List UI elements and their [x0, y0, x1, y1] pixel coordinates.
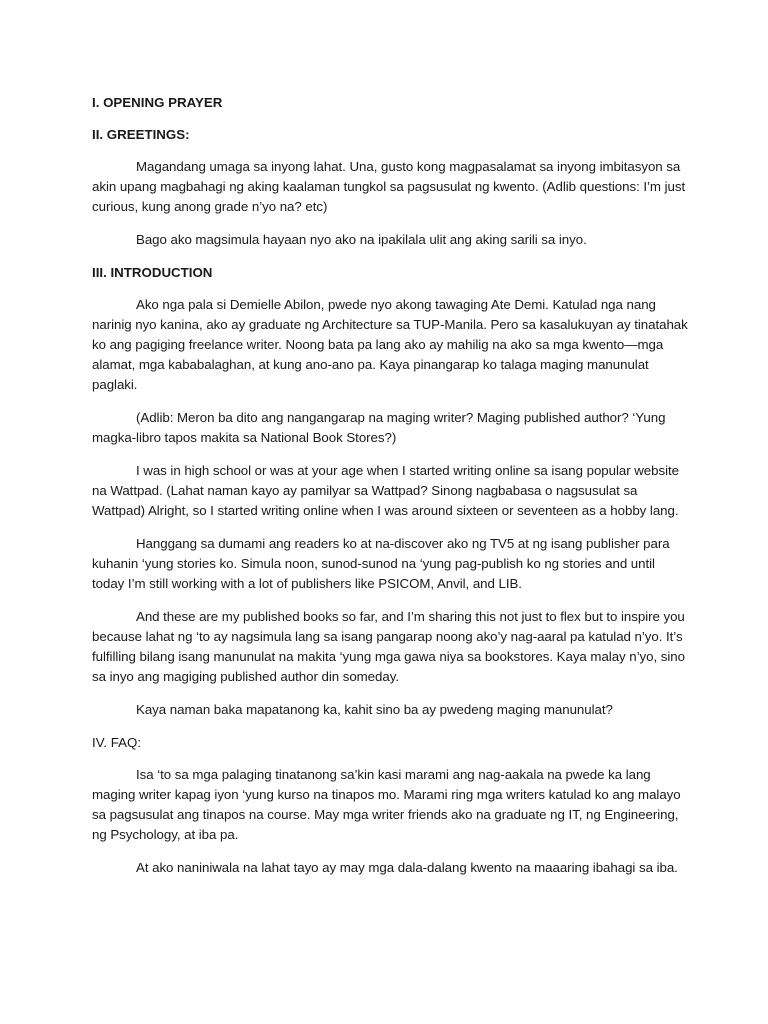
- greetings-paragraph: Magandang umaga sa inyong lahat. Una, gusto kong magpasalamat sa inyong imbitasyon sa akin upang magbahagi ng aking kaalaman tungkol sa pagsusulat ng kwento. (Adlib questions: I’m just curious, kung anong grade n’yo na? etc): [92, 159, 686, 214]
- faq-paragraph: Isa ‘to sa mga palaging tinatanong sa’kin kasi marami ang nag-aakala na pwede ka lang maging writer kapag iyon ‘yung kurso na tinapos mo. Marami ring mga writers katulad ko ang malayo sa pagsusulat ang tinapos na course. May mga writer friends ako na graduate ng IT, ng Engineering, ng Psychology, at iba pa.: [92, 767, 681, 842]
- document-body: [92, 93, 688, 891]
- introduction-paragraph: I was in high school or was at your age when I started writing online sa isang popular website na Wattpad. (Lahat naman kayo ay pamilyar sa Wattpad? Sinong nagbabasa o nagsusulat sa Wattpad) Alright, so I started writing online when I was around sixteen or seventeen as a hobby lang.: [92, 463, 679, 518]
- section-heading-opening-prayer: I. OPENING PRAYER: [92, 95, 223, 110]
- introduction-paragraph: And these are my published books so far, and I’m sharing this not just to flex but to inspire you because lahat ng ‘to ay nagsimula lang sa isang pangarap noong ako’y nag-aaral pa katulad n’yo. It’s fulfilling bilang isang manunulat na makita ‘yung mga gawa niya sa bookstores. Kaya malay n’yo, sino sa inyo ang magiging published author din someday.: [92, 609, 685, 684]
- greetings-paragraph: Bago ako magsimula hayaan nyo ako na ipakilala ulit ang aking sarili sa inyo.: [136, 232, 587, 247]
- faq-paragraph: At ako naniniwala na lahat tayo ay may mga dala-dalang kwento na maaaring ibahagi sa iba.: [136, 860, 678, 875]
- section-heading-introduction: III. INTRODUCTION: [92, 265, 213, 280]
- introduction-paragraph: Kaya naman baka mapatanong ka, kahit sino ba ay pwedeng maging manunulat?: [136, 702, 613, 717]
- section-heading-greetings: II. GREETINGS:: [92, 127, 190, 142]
- introduction-paragraph: Hanggang sa dumami ang readers ko at na-discover ako ng TV5 at ng isang publisher para kuhanin ‘yung stories ko. Simula noon, sunod-sunod na ‘yung pag-publish ko ng stories and until today I’m still working with a lot of publishers like PSICOM, Anvil, and LIB.: [92, 536, 670, 591]
- introduction-paragraph: Ako nga pala si Demielle Abilon, pwede nyo akong tawaging Ate Demi. Katulad nga nang narinig nyo kanina, ako ay graduate ng Architecture sa TUP-Manila. Pero sa kasalukuyan ay tinatahak ko ang pagiging freelance writer. Noong bata pa lang ako ay mahilig na ako sa mga kwento—mga alamat, mga kababalaghan, at kung ano-ano pa. Kaya pinangarap ko talaga maging manunulat paglaki.: [92, 297, 688, 392]
- introduction-paragraph: (Adlib: Meron ba dito ang nangangarap na maging writer? Maging published author? ‘Yung magka-libro tapos makita sa National Book Stores?): [92, 410, 666, 445]
- section-heading-faq: IV. FAQ:: [92, 735, 142, 750]
